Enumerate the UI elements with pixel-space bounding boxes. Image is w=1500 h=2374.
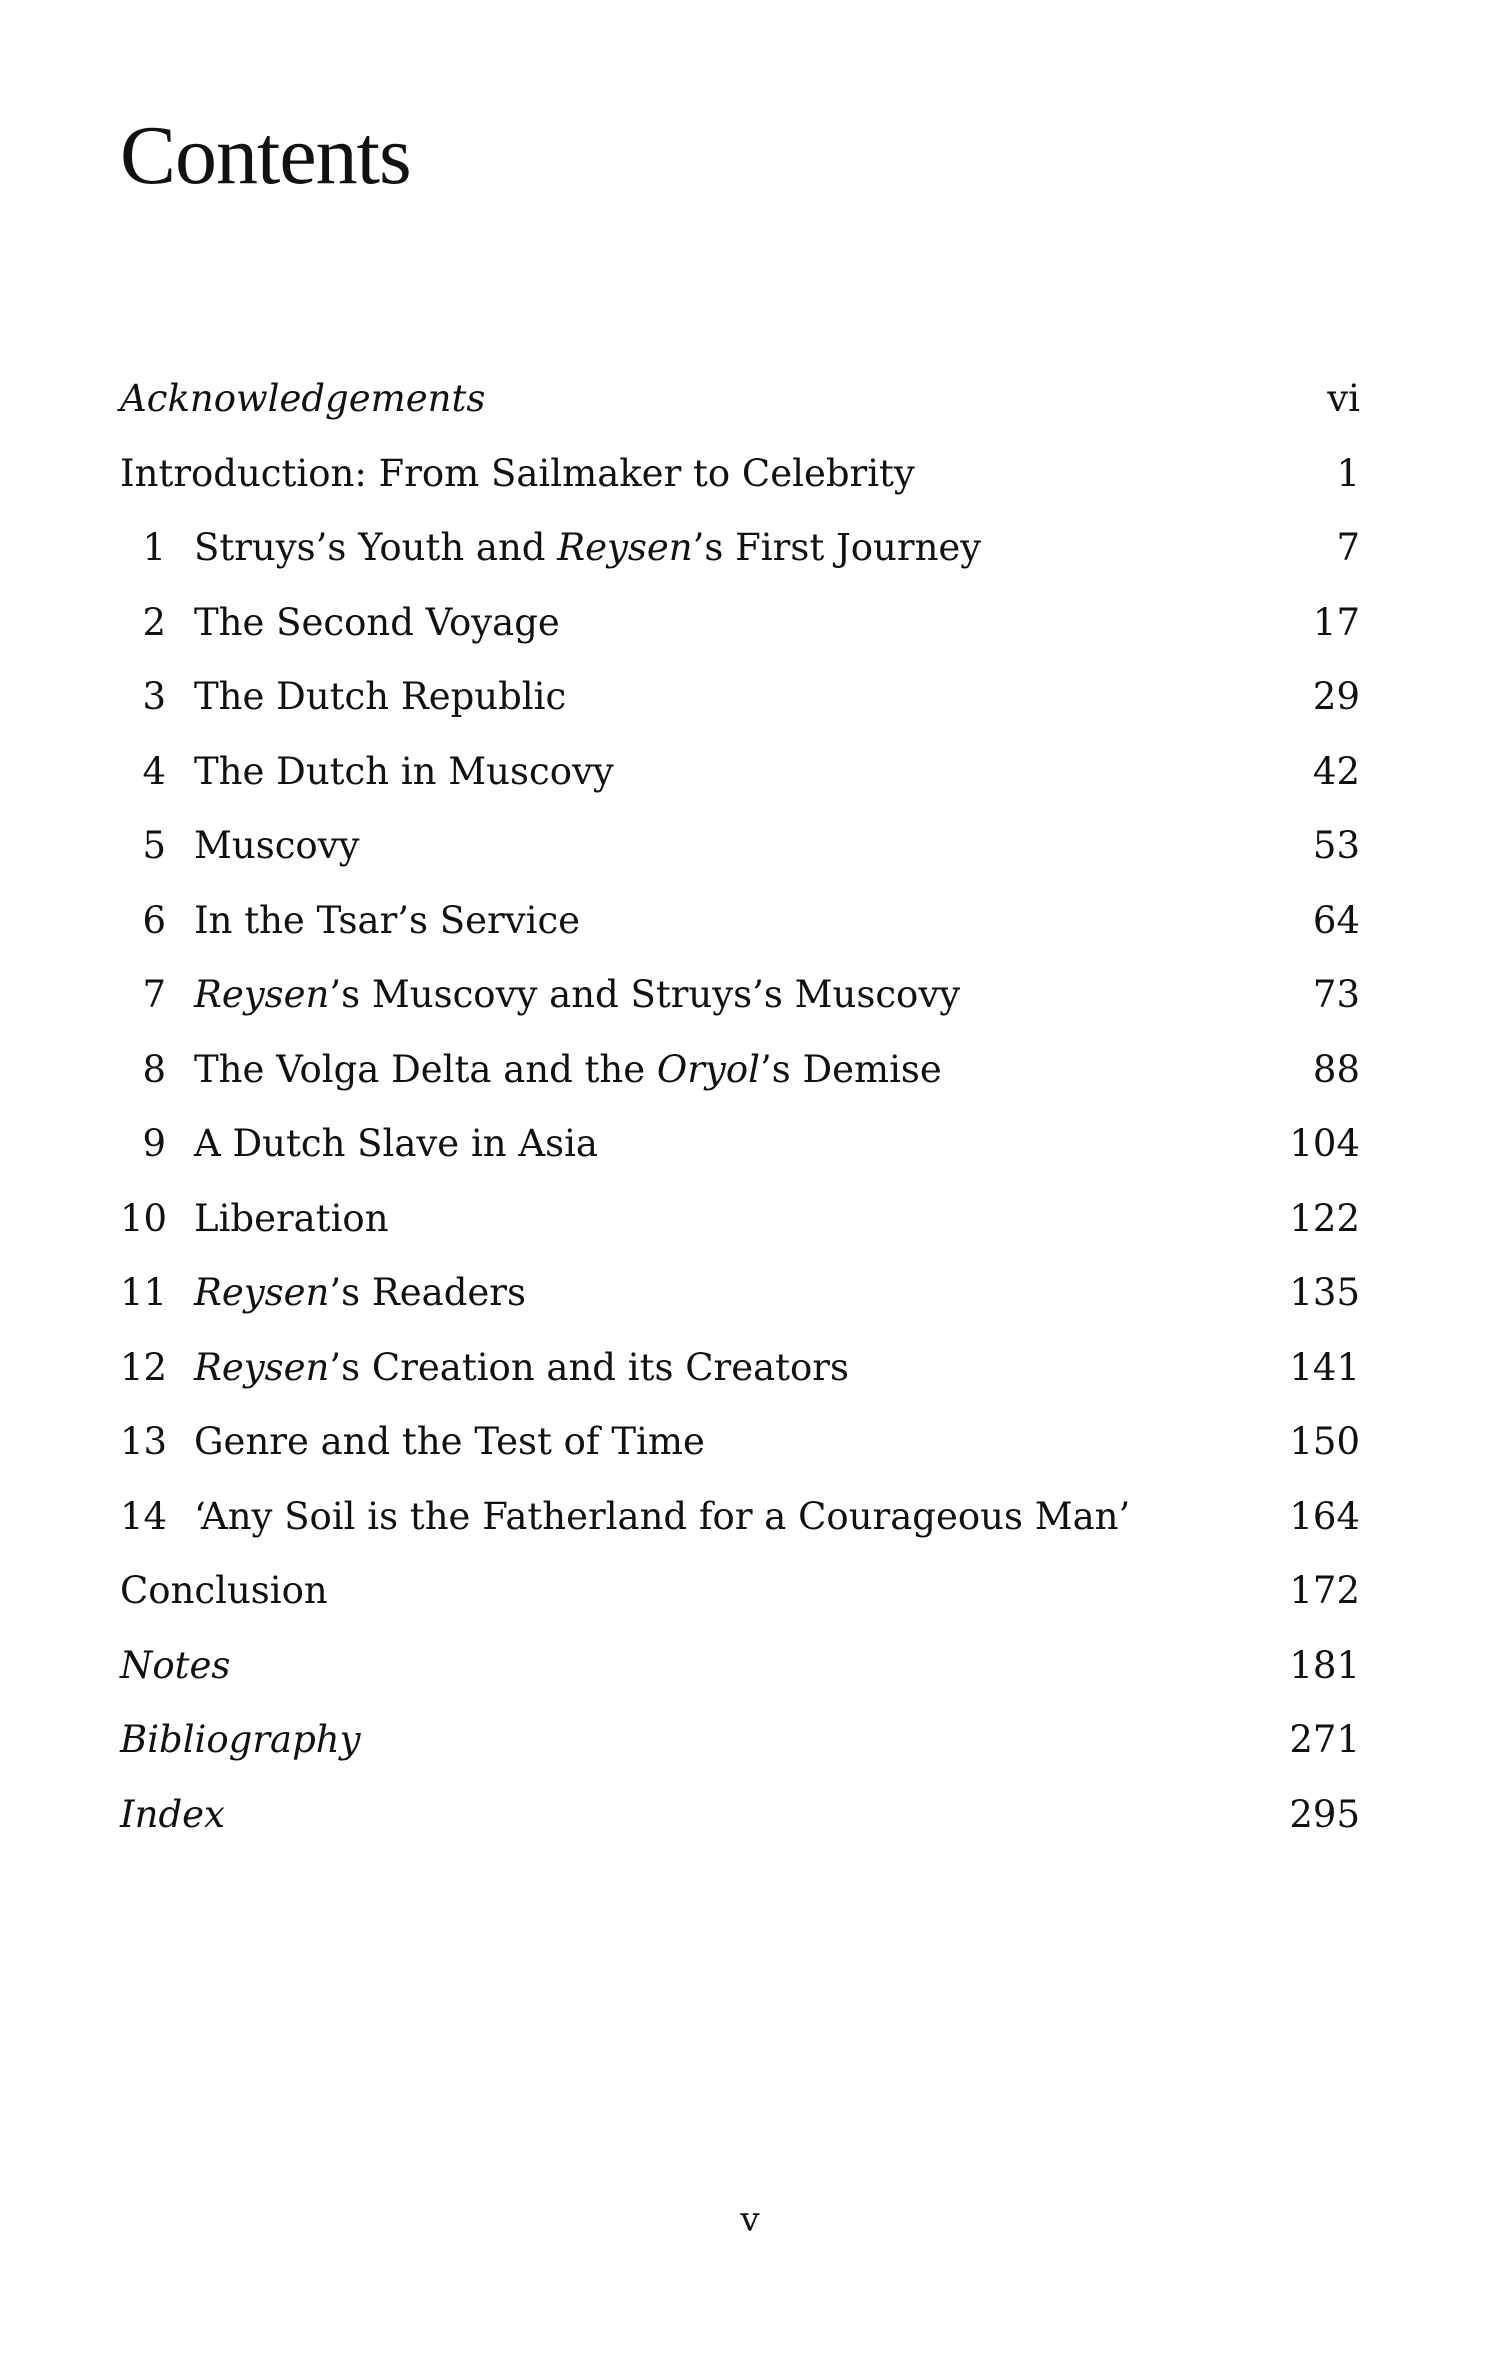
entry-title — [120, 1778, 225, 1853]
entry-page-number: 172 — [1289, 1569, 1360, 1612]
entry-title — [120, 1703, 361, 1778]
entry-title — [194, 1182, 389, 1257]
entry-title-segment: In the Tsar’s Service — [194, 898, 581, 942]
entry-page-number: 150 — [1289, 1420, 1360, 1463]
entry-title — [120, 362, 485, 437]
entry-page-number: 7 — [1336, 526, 1360, 569]
entry-title-segment: Muscovy — [194, 824, 360, 867]
entry-page-number: 88 — [1312, 1047, 1360, 1091]
toc-entry — [120, 1778, 1360, 1853]
toc-entry — [120, 809, 1360, 884]
entry-title — [194, 660, 566, 735]
entry-title — [120, 1629, 230, 1704]
chapter-number: 12 — [120, 1345, 168, 1389]
chapter-number: 13 — [120, 1420, 168, 1463]
chapter-number: 3 — [142, 675, 166, 718]
chapter-number: 1 — [142, 526, 166, 569]
entry-title — [194, 884, 580, 959]
entry-title — [194, 1331, 849, 1406]
entry-title-segment: ’s Creation and its Creators — [329, 1345, 849, 1389]
entry-title-segment: Notes — [120, 1643, 231, 1687]
toc-entry — [120, 437, 1360, 512]
toc-entry — [120, 1256, 1360, 1331]
toc-entry — [120, 1107, 1360, 1182]
entry-title — [120, 437, 915, 512]
entry-page-number: 181 — [1289, 1643, 1360, 1687]
entry-page-number: 1 — [1336, 451, 1360, 495]
entry-page-number: 29 — [1312, 675, 1360, 718]
entry-title-segment: Conclusion — [120, 1569, 328, 1612]
entry-title-segment: Genre and the Test of Time — [194, 1420, 705, 1463]
entry-title — [120, 1554, 328, 1629]
entry-title-segment: The Second Voyage — [194, 600, 560, 644]
entry-title-segment: The Dutch in Muscovy — [194, 749, 614, 793]
chapter-number: 5 — [142, 824, 166, 867]
entry-page-number: 164 — [1289, 1494, 1360, 1538]
toc-entry — [120, 586, 1360, 661]
toc-entry — [120, 1629, 1360, 1704]
toc-entry — [120, 958, 1360, 1033]
chapter-number: 4 — [142, 749, 166, 793]
entry-title-segment: ’s First Journey — [692, 526, 982, 569]
entry-page-number: 271 — [1289, 1718, 1360, 1761]
entry-title-segment: Bibliography — [120, 1718, 361, 1761]
entry-title-italic-segment: Reysen — [557, 526, 693, 569]
entry-title-segment: A Dutch Slave in Asia — [194, 1122, 598, 1165]
entry-page-number: 17 — [1312, 600, 1360, 644]
entry-title — [194, 809, 360, 884]
toc-entry — [120, 1182, 1360, 1257]
entry-title-italic-segment: Reysen — [194, 1271, 330, 1314]
toc-entry — [120, 1331, 1360, 1406]
entry-title-segment: Introduction: From Sailmaker to Celebrity — [120, 451, 915, 495]
entry-page-number: 104 — [1289, 1122, 1360, 1165]
chapter-number: 8 — [142, 1047, 166, 1091]
entry-title-segment: The Dutch Republic — [194, 675, 567, 718]
entry-title-segment: Index — [120, 1792, 225, 1836]
entry-page-number: 73 — [1312, 973, 1360, 1016]
chapter-number: 6 — [142, 898, 166, 942]
entry-title-segment: Liberation — [194, 1196, 389, 1240]
toc-entry — [120, 884, 1360, 959]
entry-title — [194, 1256, 526, 1331]
toc-entry — [120, 1703, 1360, 1778]
chapter-number: 7 — [142, 973, 166, 1016]
entry-title-segment: ‘Any Soil is the Fatherland for a Courageous Man’ — [194, 1494, 1131, 1538]
entry-page-number: 141 — [1289, 1345, 1360, 1389]
toc-entry — [120, 735, 1360, 810]
table-of-contents — [120, 362, 1360, 1852]
entry-title — [194, 735, 614, 810]
entry-title — [194, 511, 981, 586]
toc-entry — [120, 1405, 1360, 1480]
entry-title — [194, 1480, 1130, 1555]
entry-page-number: 42 — [1312, 749, 1360, 793]
entry-title-segment: The Volga Delta and the — [194, 1047, 657, 1091]
chapter-number: 11 — [120, 1271, 168, 1314]
entry-page-number: 53 — [1312, 824, 1360, 867]
entry-title-segment: Acknowledgements — [120, 377, 486, 420]
chapter-number: 9 — [142, 1122, 166, 1165]
entry-title — [194, 586, 560, 661]
entry-title-segment: Struys’s Youth and — [194, 526, 558, 569]
entry-title-segment: ’s Readers — [329, 1271, 526, 1314]
toc-entry — [120, 511, 1360, 586]
entry-title-italic-segment: Oryol — [656, 1047, 760, 1091]
entry-title-segment: ’s Demise — [759, 1047, 942, 1091]
chapter-number: 2 — [142, 600, 166, 644]
toc-entry — [120, 1033, 1360, 1108]
entry-title-italic-segment: Reysen — [194, 1345, 330, 1389]
entry-title — [194, 1033, 942, 1108]
toc-entry — [120, 362, 1360, 437]
entry-title — [194, 1405, 705, 1480]
page-number: v — [740, 2200, 760, 2240]
toc-entry — [120, 1554, 1360, 1629]
entry-title — [194, 958, 960, 1033]
entry-page-number: 64 — [1312, 898, 1360, 942]
entry-title — [194, 1107, 598, 1182]
entry-page-number: 295 — [1289, 1792, 1360, 1836]
entry-title-italic-segment: Reysen — [194, 973, 330, 1016]
toc-entry — [120, 1480, 1360, 1555]
chapter-number: 14 — [120, 1494, 168, 1538]
page-title: Contents — [120, 109, 411, 202]
entry-page-number: 135 — [1289, 1271, 1360, 1314]
entry-page-number: 122 — [1289, 1196, 1360, 1240]
chapter-number: 10 — [120, 1196, 168, 1240]
entry-title-segment: ’s Muscovy and Struys’s Muscovy — [329, 973, 961, 1016]
entry-page-number: vi — [1327, 377, 1360, 420]
toc-entry — [120, 660, 1360, 735]
